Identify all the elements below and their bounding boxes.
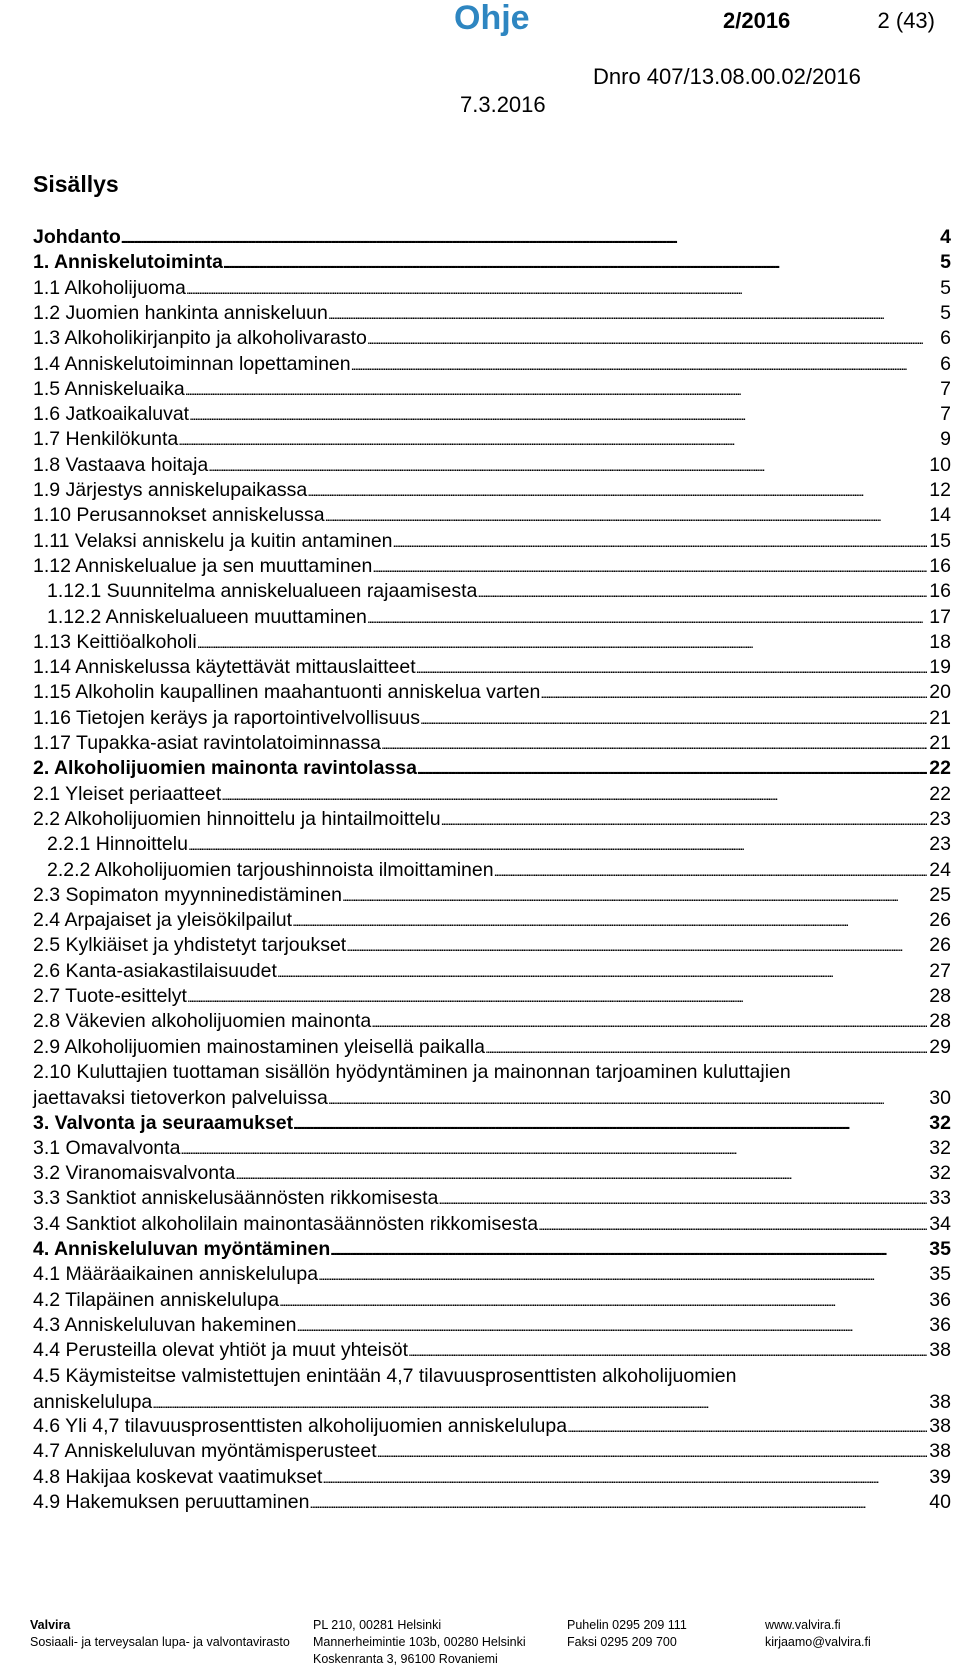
toc-entry-page: 14	[929, 504, 951, 527]
toc-leader-dots	[292, 907, 927, 934]
toc-entry-page: 16	[929, 580, 951, 603]
toc-leader-dots	[325, 502, 928, 529]
toc-entry[interactable]	[33, 1185, 951, 1211]
toc-entry-label: 1.14 Anniskelussa käytettävät mittauslaitteet	[33, 656, 416, 679]
toc-leader-dots	[322, 1464, 927, 1491]
toc-entry-label: 4.9 Hakemuksen peruuttaminen	[33, 1491, 310, 1513]
toc-entry-label: 1.4 Anniskelutoiminnan lopettaminen	[33, 352, 351, 375]
toc-entry-label: 2.1 Yleiset periaatteet	[33, 782, 222, 805]
toc-entry[interactable]	[33, 1438, 951, 1464]
toc-entry-page: 35	[929, 1238, 951, 1260]
toc-entry-page: 38	[929, 1339, 951, 1362]
toc-entry[interactable]	[47, 578, 951, 604]
toc-leader-dots	[367, 604, 927, 631]
toc-entry[interactable]	[33, 351, 951, 377]
toc-leader-dots	[567, 1413, 927, 1440]
toc-entry-label: 4.7 Anniskeluluvan myöntämisperusteet	[33, 1440, 377, 1463]
toc-entry-page: 10	[929, 453, 951, 476]
toc-entry-label: 1.10 Perusannokset anniskelussa	[33, 504, 325, 527]
toc-entry-page: 4	[940, 226, 951, 248]
toc-entry-page: 7	[940, 377, 951, 400]
toc-entry[interactable]	[33, 907, 951, 933]
footer-address-3: Koskenranta 3, 96100 Rovaniemi	[313, 1652, 498, 1666]
toc-entry-page: 22	[929, 757, 951, 780]
toc-entry[interactable]	[33, 679, 951, 705]
toc-leader-dots	[197, 629, 928, 656]
toc-leader-dots	[235, 1160, 927, 1187]
toc-entry-page: 5	[940, 276, 951, 299]
toc-entry[interactable]	[33, 932, 951, 958]
toc-entry[interactable]	[33, 781, 951, 807]
toc-entry-label: 2.5 Kylkiäiset ja yhdistetyt tarjoukset	[33, 934, 347, 957]
toc-leader-dots	[393, 528, 928, 555]
toc-entry-label: 1.7 Henkilökunta	[33, 428, 179, 451]
toc-entry-page: 18	[929, 630, 951, 653]
toc-entry-page: 27	[929, 959, 951, 982]
toc-entry-page: 26	[929, 909, 951, 932]
toc-entry-page: 36	[929, 1288, 951, 1311]
toc-leader-dots	[318, 1261, 927, 1288]
toc-leader-dots	[279, 1287, 927, 1314]
toc-entry-label: 1.16 Tietojen keräys ja raportointivelvollisuus	[33, 706, 420, 729]
toc-entry[interactable]	[33, 705, 951, 731]
toc-leader-dots	[178, 426, 938, 453]
toc-entry[interactable]	[33, 1363, 951, 1415]
toc-leader-dots	[328, 300, 938, 327]
toc-entry-page: 30	[929, 1086, 951, 1109]
toc-entry-page: 32	[929, 1111, 951, 1134]
toc-entry-page: 28	[929, 985, 951, 1007]
toc-leader-dots	[187, 983, 927, 1010]
document-type-title: Ohje	[454, 0, 530, 37]
toc-entry-label-continued: anniskelulupa	[33, 1390, 153, 1413]
toc-entry-label: 2.2.1 Hinnoittelu	[47, 833, 188, 856]
toc-entry[interactable]	[33, 1008, 951, 1034]
toc-entry-label: 1.13 Keittiöalkoholi	[33, 630, 197, 653]
toc-leader-dots	[277, 958, 927, 985]
toc-entry[interactable]	[33, 755, 951, 781]
toc-leader-dots	[477, 578, 927, 605]
toc-leader-dots	[381, 730, 927, 757]
toc-entry[interactable]	[47, 857, 951, 883]
toc-entry-label: Johdanto	[33, 226, 121, 248]
toc-leader-dots	[328, 1085, 927, 1112]
toc-entry-label: 1.11 Velaksi anniskelu ja kuitin antaminen	[33, 529, 393, 552]
toc-entry-page: 6	[940, 352, 951, 375]
toc-entry-page: 35	[929, 1263, 951, 1286]
toc-entry[interactable]	[33, 1034, 951, 1060]
toc-entry-label: 1.5 Anniskeluaika	[33, 377, 185, 400]
toc-entry-label: 1. Anniskelutoiminta	[33, 251, 223, 274]
toc-entry-page: 20	[929, 681, 951, 704]
toc-entry[interactable]	[33, 275, 951, 301]
toc-leader-dots	[180, 1135, 927, 1162]
footer-phone: Puhelin 0295 209 111	[567, 1618, 687, 1632]
toc-entry[interactable]	[33, 882, 951, 908]
page-counter: 2 (43)	[877, 8, 935, 33]
toc-entry-label: 3.4 Sanktiot alkoholilain mainontasäännösten rikkomisesta	[33, 1212, 539, 1235]
toc-heading: Sisällys	[33, 171, 119, 197]
toc-entry-page: 24	[929, 858, 951, 881]
toc-leader-dots	[485, 1034, 927, 1061]
toc-entry-page: 9	[940, 428, 951, 451]
toc-entry-page: 33	[929, 1187, 951, 1210]
toc-entry[interactable]	[33, 452, 951, 478]
toc-entry[interactable]	[33, 1211, 951, 1237]
document-number: 2/2016	[723, 8, 791, 33]
toc-entry[interactable]	[33, 1337, 951, 1363]
toc-leader-dots	[223, 249, 938, 276]
toc-entry-label: 3.1 Omavalvonta	[33, 1136, 181, 1159]
footer-org-desc: Sosiaali- ja terveysalan lupa- ja valvontavirasto	[30, 1635, 290, 1649]
toc-entry[interactable]	[33, 528, 951, 554]
toc-leader-dots	[307, 477, 927, 504]
toc-leader-dots	[309, 1489, 927, 1516]
toc-entry-label: 1.1 Alkoholijuoma	[33, 276, 186, 299]
toc-entry[interactable]	[33, 426, 951, 452]
toc-entry-label: 4.8 Hakijaa koskevat vaatimukset	[33, 1465, 323, 1488]
toc-entry-page: 32	[929, 1162, 951, 1185]
toc-entry-label: 1.12.1 Suunnitelma anniskelualueen rajaamisesta	[47, 580, 478, 603]
footer-email-link[interactable]: kirjaamo@valvira.fi	[765, 1635, 871, 1649]
footer-org-name: Valvira	[30, 1618, 71, 1632]
toc-entry-page: 32	[929, 1136, 951, 1159]
toc-entry-page: 34	[929, 1212, 951, 1235]
toc-entry-page: 22	[929, 782, 951, 805]
toc-entry-page: 23	[929, 807, 951, 830]
toc-entry-label: 2.2 Alkoholijuomien hinnoittelu ja hintailmoittelu	[33, 807, 441, 830]
toc-entry[interactable]	[33, 224, 951, 250]
toc-leader-dots	[152, 1389, 927, 1416]
toc-entry-label: 3. Valvonta ja seuraamukset	[33, 1111, 294, 1134]
toc-entry-page: 19	[929, 656, 951, 679]
toc-leader-dots	[330, 1236, 927, 1263]
toc-entry-label-continued: jaettavaksi tietoverkon palveluissa	[33, 1086, 328, 1109]
toc-entry[interactable]	[33, 958, 951, 984]
toc-entry-label: 4.6 Yli 4,7 tilavuusprosenttisten alkoholijuomien anniskelulupa	[33, 1415, 568, 1438]
toc-entry[interactable]	[33, 1413, 951, 1439]
toc-entry[interactable]	[33, 477, 951, 503]
document-date: 7.3.2016	[460, 92, 546, 117]
toc-leader-dots	[367, 325, 938, 352]
toc-entry[interactable]	[33, 1261, 951, 1287]
toc-entry[interactable]	[33, 325, 951, 351]
footer-web-link[interactable]: www.valvira.fi	[765, 1618, 841, 1632]
toc-entry[interactable]	[33, 654, 951, 680]
toc-entry-label: 2.2.2 Alkoholijuomien tarjoushinnoista ilmoittaminen	[47, 858, 494, 881]
footer-address-2: Mannerheimintie 103b, 00280 Helsinki	[313, 1635, 526, 1649]
toc-leader-dots	[438, 1185, 927, 1212]
toc-entry-page: 21	[929, 706, 951, 729]
toc-entry[interactable]	[33, 300, 951, 326]
toc-entry[interactable]	[33, 1464, 951, 1490]
toc-entry-label: 4.5 Käymisteitse valmistettujen enintään 4,7 tilavuusprosenttisten alkoholijuomien	[33, 1364, 737, 1387]
toc-entry-label: 1.6 Jatkoaikaluvat	[33, 403, 190, 426]
toc-entry[interactable]	[33, 806, 951, 832]
toc-leader-dots	[540, 679, 927, 706]
toc-entry-label: 4.1 Määräaikainen anniskelulupa	[33, 1263, 319, 1286]
toc-leader-dots	[408, 1337, 927, 1364]
toc-entry[interactable]	[33, 1287, 951, 1313]
toc-entry-label: 3.2 Viranomaisvalvonta	[33, 1162, 236, 1185]
toc-entry-page: 12	[929, 479, 951, 501]
toc-entry-label: 2.10 Kuluttajien tuottaman sisällön hyödyntäminen ja mainonnan tarjoaminen kuluttajien	[33, 1060, 791, 1083]
toc-entry-label: 1.17 Tupakka-asiat ravintolatoiminnassa	[33, 732, 381, 754]
toc-entry-page: 38	[929, 1415, 951, 1438]
toc-entry-label: 3.3 Sanktiot anniskelusäännösten rikkomisesta	[33, 1187, 439, 1210]
toc-leader-dots	[420, 705, 927, 732]
toc-entry-page: 5	[940, 301, 951, 324]
toc-entry[interactable]	[33, 1160, 951, 1186]
toc-entry-label: 4.2 Tilapäinen anniskelulupa	[33, 1288, 280, 1311]
toc-entry[interactable]	[33, 730, 951, 756]
toc-entry-page: 7	[940, 403, 951, 426]
toc-entry-page: 40	[929, 1491, 951, 1513]
toc-entry[interactable]	[33, 1236, 951, 1262]
toc-entry-label: 2.4 Arpajaiset ja yleisökilpailut	[33, 909, 293, 932]
toc-entry[interactable]	[47, 831, 951, 857]
toc-entry[interactable]	[33, 401, 951, 427]
toc-leader-dots	[342, 882, 927, 909]
toc-entry-label: 1.8 Vastaava hoitaja	[33, 453, 209, 476]
toc-entry-label: 1.12.2 Anniskelualueen muuttaminen	[47, 605, 367, 628]
toc-entry-page: 38	[929, 1440, 951, 1463]
toc-leader-dots	[185, 376, 938, 403]
toc-entry-label: 4. Anniskeluluvan myöntäminen	[33, 1238, 331, 1260]
toc-entry-label: 2.6 Kanta-asiakastilaisuudet	[33, 959, 277, 982]
toc-leader-dots	[188, 831, 927, 858]
toc-leader-dots	[121, 224, 938, 251]
toc-entry[interactable]	[33, 629, 951, 655]
toc-entry-page: 23	[929, 833, 951, 856]
toc-leader-dots	[494, 857, 928, 884]
toc-entry[interactable]	[33, 553, 951, 579]
toc-entry-page: 26	[929, 934, 951, 957]
toc-leader-dots	[416, 654, 928, 681]
toc-entry-label: 1.9 Järjestys anniskelupaikassa	[33, 479, 308, 501]
toc-entry-page: 29	[929, 1035, 951, 1058]
toc-leader-dots	[208, 452, 927, 479]
toc-entry[interactable]	[33, 1489, 951, 1515]
toc-entry[interactable]	[33, 1110, 951, 1136]
toc-entry-page: 17	[929, 605, 951, 628]
toc-entry-label: 1.3 Alkoholikirjanpito ja alkoholivarasto	[33, 327, 367, 350]
toc-leader-dots	[538, 1211, 927, 1238]
toc-entry-label: 2. Alkoholijuomien mainonta ravintolassa	[33, 757, 417, 780]
toc-entry-page: 5	[940, 251, 951, 274]
toc-entry[interactable]	[33, 249, 951, 275]
toc-entry-label: 2.3 Sopimaton myynninedistäminen	[33, 883, 342, 906]
toc-entry-label: 1.15 Alkoholin kaupallinen maahantuonti anniskelua varten	[33, 681, 541, 704]
toc-leader-dots	[372, 553, 927, 580]
toc-entry[interactable]	[33, 1135, 951, 1161]
toc-entry-label: 4.3 Anniskeluluvan hakeminen	[33, 1313, 297, 1336]
toc-leader-dots	[221, 781, 927, 808]
toc-leader-dots	[296, 1312, 927, 1339]
toc-entry-page: 6	[940, 327, 951, 350]
toc-leader-dots	[186, 275, 938, 302]
footer-address-1: PL 210, 00281 Helsinki	[313, 1618, 442, 1632]
toc-leader-dots	[351, 351, 939, 378]
toc-entry-page: 38	[929, 1390, 951, 1413]
toc-entry-page: 25	[929, 883, 951, 906]
toc-entry-label: 2.9 Alkoholijuomien mainostaminen yleisellä paikalla	[33, 1035, 486, 1058]
toc-entry[interactable]	[33, 1312, 951, 1338]
toc-leader-dots	[371, 1008, 927, 1035]
toc-entry-label: 1.2 Juomien hankinta anniskeluun	[33, 301, 328, 324]
toc-leader-dots	[441, 806, 928, 833]
toc-entry-page: 21	[929, 732, 951, 754]
toc-leader-dots	[293, 1110, 927, 1137]
toc-entry-page: 16	[929, 554, 951, 577]
toc-entry-label: 2.7 Tuote-esittelyt	[33, 985, 187, 1007]
toc-entry-page: 39	[929, 1465, 951, 1488]
toc-entry[interactable]	[47, 604, 951, 630]
toc-leader-dots	[189, 401, 938, 428]
toc-entry[interactable]	[33, 376, 951, 402]
toc-entry-page: 15	[929, 529, 951, 552]
toc-entry[interactable]	[33, 983, 951, 1009]
toc-entry-page: 36	[929, 1313, 951, 1336]
toc-leader-dots	[417, 755, 927, 782]
toc-entry-label: 1.12 Anniskelualue ja sen muuttaminen	[33, 554, 373, 577]
toc-leader-dots	[346, 932, 927, 959]
toc-entry[interactable]	[33, 1059, 951, 1111]
toc-leader-dots	[377, 1438, 928, 1465]
toc-entry-label: 2.8 Väkevien alkoholijuomien mainonta	[33, 1010, 372, 1033]
toc-entry-label: 4.4 Perusteilla olevat yhtiöt ja muut yhteisöt	[33, 1339, 409, 1362]
toc-entry-page: 28	[929, 1010, 951, 1033]
footer-fax: Faksi 0295 209 700	[567, 1635, 677, 1649]
toc-entry[interactable]	[33, 502, 951, 528]
record-number: Dnro 407/13.08.00.02/2016	[593, 64, 861, 89]
